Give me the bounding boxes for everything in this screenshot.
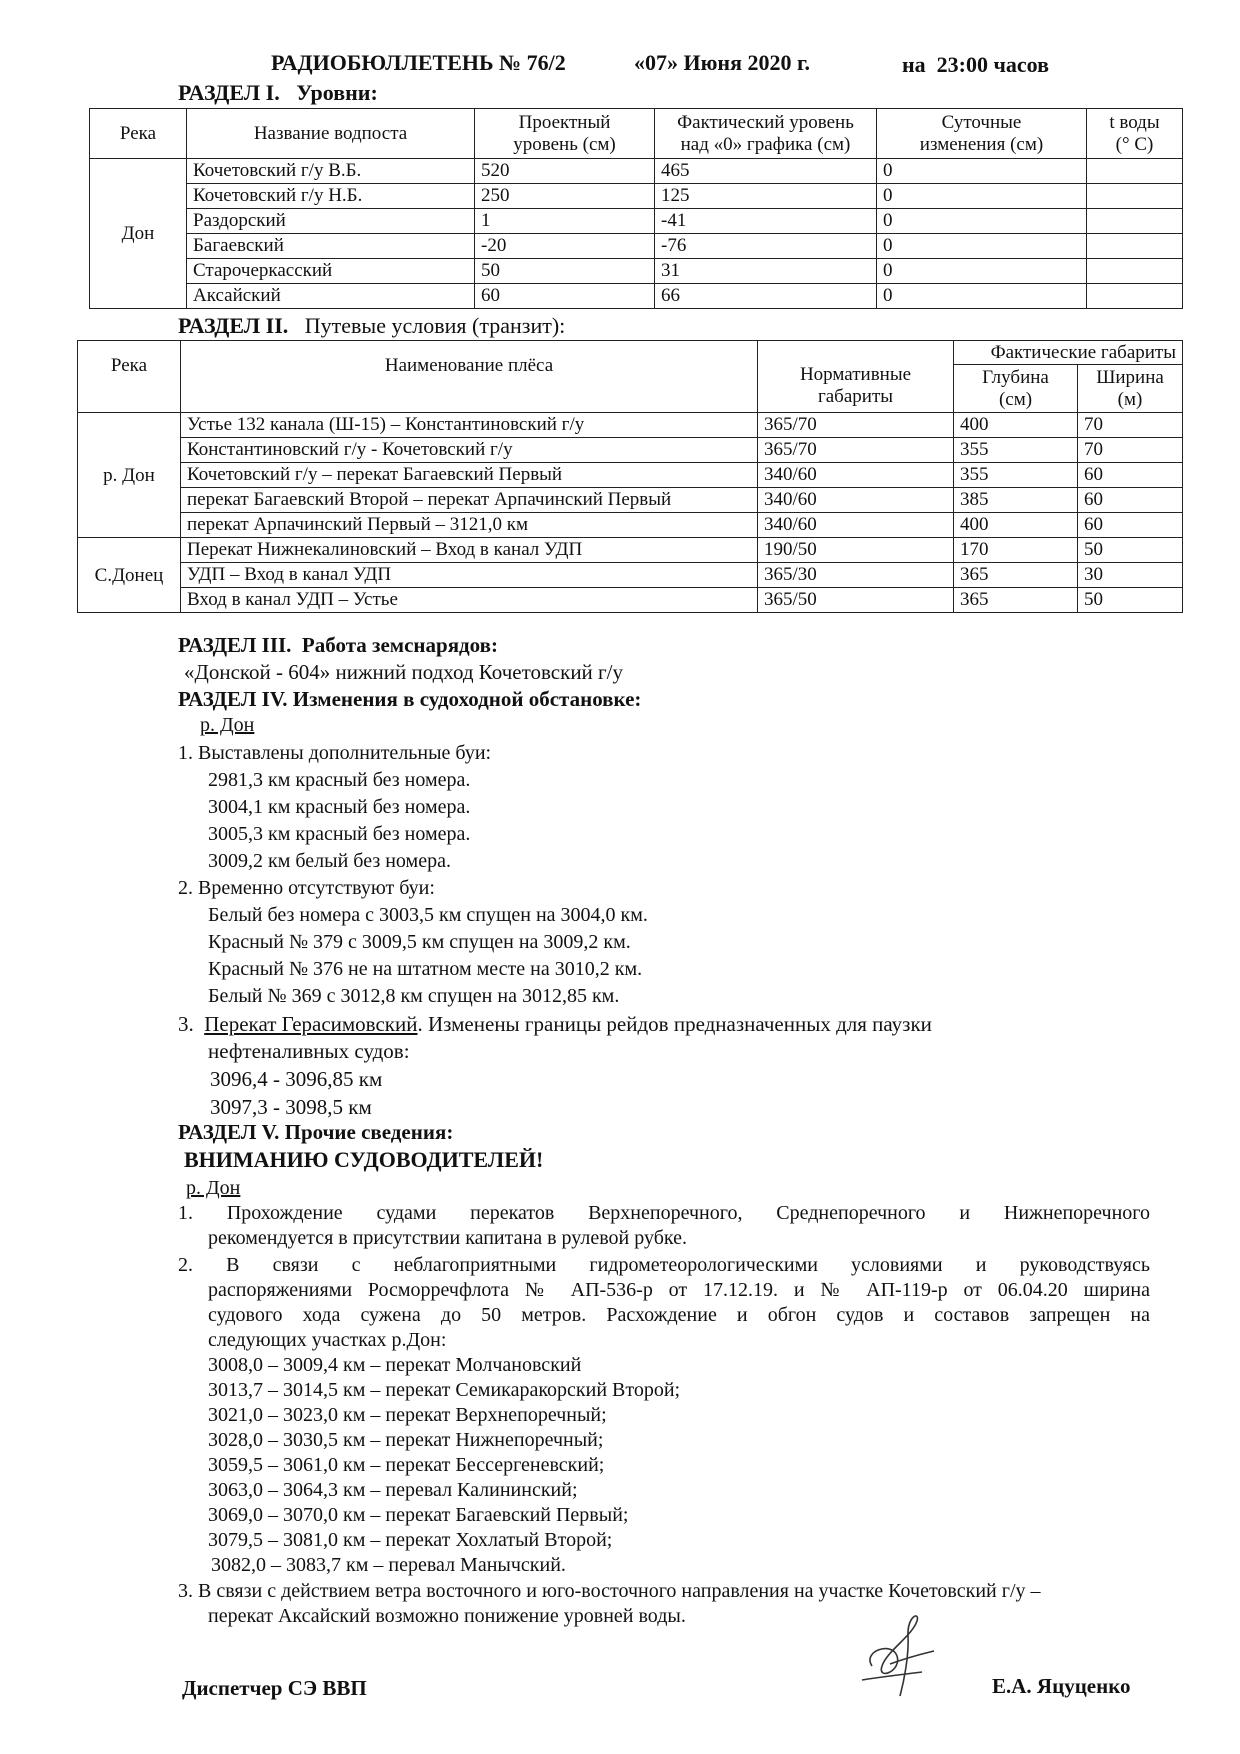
list-item: 3004,1 км красный без номера. — [208, 796, 471, 818]
post-name: Аксайский — [187, 284, 475, 309]
list-item: 2981,3 км красный без номера. — [208, 769, 471, 791]
bulletin-time: на 23:00 часов — [902, 52, 1050, 77]
daily-change: 0 — [877, 209, 1087, 234]
actual-depth: 400 — [954, 513, 1078, 538]
actual-level: -41 — [655, 209, 877, 234]
actual-width: 70 — [1078, 438, 1183, 463]
transit-river-don: р. Дон — [78, 413, 181, 538]
actual-depth: 355 — [954, 463, 1078, 488]
reach-name: Вход в канал УДП – Устье — [181, 588, 758, 613]
water-temp — [1087, 159, 1183, 184]
norm-dims: 340/60 — [758, 488, 954, 513]
daily-change: 0 — [877, 234, 1087, 259]
shoal-name: Перекат Герасимовский — [204, 1012, 418, 1036]
water-temp — [1087, 234, 1183, 259]
daily-change: 0 — [877, 259, 1087, 284]
signature — [842, 1596, 972, 1706]
levels-header-temp: t воды (° С) — [1087, 109, 1183, 159]
table-row — [78, 413, 1183, 438]
bulletin-number: РАДИОБЮЛЛЕТЕНЬ № 76/2 — [271, 50, 566, 75]
list-item: нефтеналивных судов: — [208, 1039, 410, 1063]
actual-width: 60 — [1078, 463, 1183, 488]
actual-depth: 355 — [954, 438, 1078, 463]
table-row — [90, 184, 1183, 209]
paragraph-line: 2. В связи с неблагоприятными гидрометеорологическими условиями и руководствуясь — [178, 1254, 1150, 1276]
paragraph-line: 3. В связи с действием ветра восточного и юго-восточного направления на участке Кочетовский г/у – — [178, 1580, 1041, 1602]
table-row — [78, 588, 1183, 613]
actual-depth: 400 — [954, 413, 1078, 438]
table-row — [78, 538, 1183, 563]
list-item: Красный № 379 с 3009,5 км спущен на 3009,2 км. — [208, 931, 631, 953]
section-3-title: РАЗДЕЛ III. Работа земснарядов: — [178, 633, 498, 657]
actual-width: 50 — [1078, 588, 1183, 613]
table-row — [78, 463, 1183, 488]
actual-level: -76 — [655, 234, 877, 259]
water-temp — [1087, 284, 1183, 309]
levels-header-design: Проектный уровень (см) — [475, 109, 655, 159]
actual-level: 125 — [655, 184, 877, 209]
table-row — [78, 488, 1183, 513]
table-row — [78, 563, 1183, 588]
dispatcher-name: Е.А. Яцуценко — [992, 1674, 1131, 1698]
list-item: 1. Выставлены дополнительные буи: — [178, 742, 492, 764]
list-item: 3097,3 - 3098,5 км — [210, 1095, 372, 1119]
levels-header-actual: Фактический уровень над «0» графика (см) — [655, 109, 877, 159]
section-4-list — [178, 740, 1138, 1130]
norm-dims: 340/60 — [758, 513, 954, 538]
list-item: 3028,0 – 3030,5 км – перекат Нижнепоречный; — [208, 1429, 604, 1451]
design-level: 60 — [475, 284, 655, 309]
levels-header-row — [90, 109, 1183, 159]
table-row — [78, 438, 1183, 463]
list-item: 3082,0 – 3083,7 км – перевал Манычский. — [211, 1554, 566, 1576]
section-5-list — [178, 1200, 1150, 1660]
levels-header-river: Река — [90, 109, 187, 159]
norm-dims: 365/30 — [758, 563, 954, 588]
norm-dims: 190/50 — [758, 538, 954, 563]
section-4-river: р. Дон — [200, 714, 255, 736]
post-name: Кочетовский г/у В.Б. — [187, 159, 475, 184]
list-item: Белый без номера с 3003,5 км спущен на 3004,0 км. — [208, 904, 648, 926]
table-row — [90, 259, 1183, 284]
dredger-info: «Донской - 604» нижний подход Кочетовский г/у — [184, 660, 623, 684]
table-row — [90, 234, 1183, 259]
water-temp — [1087, 209, 1183, 234]
actual-width: 30 — [1078, 563, 1183, 588]
attention-heading: ВНИМАНИЮ СУДОВОДИТЕЛЕЙ! — [184, 1147, 544, 1172]
water-temp — [1087, 184, 1183, 209]
actual-width: 50 — [1078, 538, 1183, 563]
list-item: Белый № 369 с 3012,8 км спущен на 3012,85 км. — [208, 985, 620, 1007]
section-1-title: РАЗДЕЛ I. Уровни: — [178, 80, 378, 105]
section-5-river: р. Дон — [186, 1177, 241, 1199]
bulletin-date: «07» Июня 2020 г. — [634, 50, 811, 75]
actual-depth: 385 — [954, 488, 1078, 513]
reach-name: Константиновский г/у - Кочетовский г/у — [181, 438, 758, 463]
levels-table — [89, 108, 1183, 309]
reach-name: УДП – Вход в канал УДП — [181, 563, 758, 588]
reach-name: Перекат Нижнекалиновский – Вход в канал УДП — [181, 538, 758, 563]
list-item: 3013,7 – 3014,5 км – перекат Семикаракорский Второй; — [208, 1379, 681, 1401]
actual-level: 66 — [655, 284, 877, 309]
bulletin-title — [271, 50, 566, 76]
list-item: 3096,4 - 3096,85 км — [210, 1067, 383, 1091]
list-item: 3009,2 км белый без номера. — [208, 850, 451, 872]
dispatcher-position: Диспетчер СЭ ВВП — [182, 1676, 367, 1700]
daily-change: 0 — [877, 284, 1087, 309]
section-4-title: РАЗДЕЛ IV. Изменения в судоходной обстановке: — [178, 687, 642, 711]
list-item: 3005,3 км красный без номера. — [208, 823, 471, 845]
list-item: 3008,0 – 3009,4 км – перекат Молчановский — [208, 1354, 582, 1376]
section-5-title: РАЗДЕЛ V. Прочие сведения: — [178, 1120, 454, 1144]
actual-width: 60 — [1078, 488, 1183, 513]
post-name: Кочетовский г/у Н.Б. — [187, 184, 475, 209]
list-item: 3079,5 – 3081,0 км – перекат Хохлатый Второй; — [208, 1529, 613, 1551]
norm-dims: 340/60 — [758, 463, 954, 488]
table-row — [90, 209, 1183, 234]
actual-level: 31 — [655, 259, 877, 284]
transit-header-reach: Наименование плёса — [181, 341, 758, 413]
reach-name: Устье 132 канала (Ш-15) – Константиновский г/у — [181, 413, 758, 438]
list-item: Красный № 376 не на штатном месте на 3010,2 км. — [208, 958, 643, 980]
actual-width: 60 — [1078, 513, 1183, 538]
transit-header-river: Река — [78, 341, 181, 413]
list-item: 3063,0 – 3064,3 км – перевал Калининский; — [208, 1479, 578, 1501]
post-name: Раздорский — [187, 209, 475, 234]
transit-river-donets: С.Донец — [78, 538, 181, 613]
list-item: 3021,0 – 3023,0 км – перекат Верхнепоречный; — [208, 1404, 607, 1426]
post-name: Старочеркасский — [187, 259, 475, 284]
paragraph-line: распоряжениями Росморречфлота № АП-536-р от 17.12.19. и № АП-119-р от 06.04.20 ширина — [208, 1279, 1150, 1301]
transit-table — [77, 340, 1183, 613]
levels-header-post: Название водпоста — [187, 109, 475, 159]
post-name: Багаевский — [187, 234, 475, 259]
list-item: 3. Перекат Герасимовский. Изменены границы рейдов предназначенных для паузки — [178, 1012, 932, 1036]
design-level: 1 — [475, 209, 655, 234]
daily-change: 0 — [877, 159, 1087, 184]
design-level: 250 — [475, 184, 655, 209]
reach-name: Кочетовский г/у – перекат Багаевский Первый — [181, 463, 758, 488]
paragraph-line: следующих участках р.Дон: — [208, 1329, 447, 1351]
list-item: 3059,5 – 3061,0 км – перекат Бессергеневский; — [208, 1454, 605, 1476]
actual-level: 465 — [655, 159, 877, 184]
reach-name: перекат Арпачинский Первый – 3121,0 км — [181, 513, 758, 538]
list-item: 2. Временно отсутствуют буи: — [178, 877, 435, 899]
transit-header-row — [78, 341, 1183, 365]
design-level: -20 — [475, 234, 655, 259]
levels-header-daily: Суточные изменения (см) — [877, 109, 1087, 159]
paragraph-line: рекомендуется в присутствии капитана в рулевой рубке. — [208, 1227, 687, 1249]
norm-dims: 365/70 — [758, 413, 954, 438]
water-temp — [1087, 259, 1183, 284]
paragraph-line: 1. Прохождение судами перекатов Верхнепоречного, Среднепоречного и Нижнепоречного — [178, 1202, 1150, 1224]
transit-header-norm: Нормативные габариты — [758, 341, 954, 413]
list-item: 3069,0 – 3070,0 км – перекат Багаевский Первый; — [208, 1504, 629, 1526]
transit-header-depth: Глубина (см) — [954, 365, 1078, 413]
section-2-title: РАЗДЕЛ II. Путевые условия (транзит): — [178, 313, 566, 338]
actual-depth: 170 — [954, 538, 1078, 563]
transit-header-width: Ширина (м) — [1078, 365, 1183, 413]
design-level: 50 — [475, 259, 655, 284]
norm-dims: 365/70 — [758, 438, 954, 463]
design-level: 520 — [475, 159, 655, 184]
norm-dims: 365/50 — [758, 588, 954, 613]
paragraph-line: судового хода сужена до 50 метров. Расхождение и обгон судов и составов запрещен на — [208, 1304, 1150, 1326]
actual-depth: 365 — [954, 563, 1078, 588]
levels-river-cell: Дон — [90, 159, 187, 309]
actual-depth: 365 — [954, 588, 1078, 613]
daily-change: 0 — [877, 184, 1087, 209]
paragraph-line: перекат Аксайский возможно понижение уровней воды. — [208, 1605, 686, 1627]
transit-header-actual: Фактические габариты — [954, 341, 1183, 365]
actual-width: 70 — [1078, 413, 1183, 438]
table-row — [90, 159, 1183, 184]
reach-name: перекат Багаевский Второй – перекат Арпачинский Первый — [181, 488, 758, 513]
table-row — [90, 284, 1183, 309]
table-row — [78, 513, 1183, 538]
